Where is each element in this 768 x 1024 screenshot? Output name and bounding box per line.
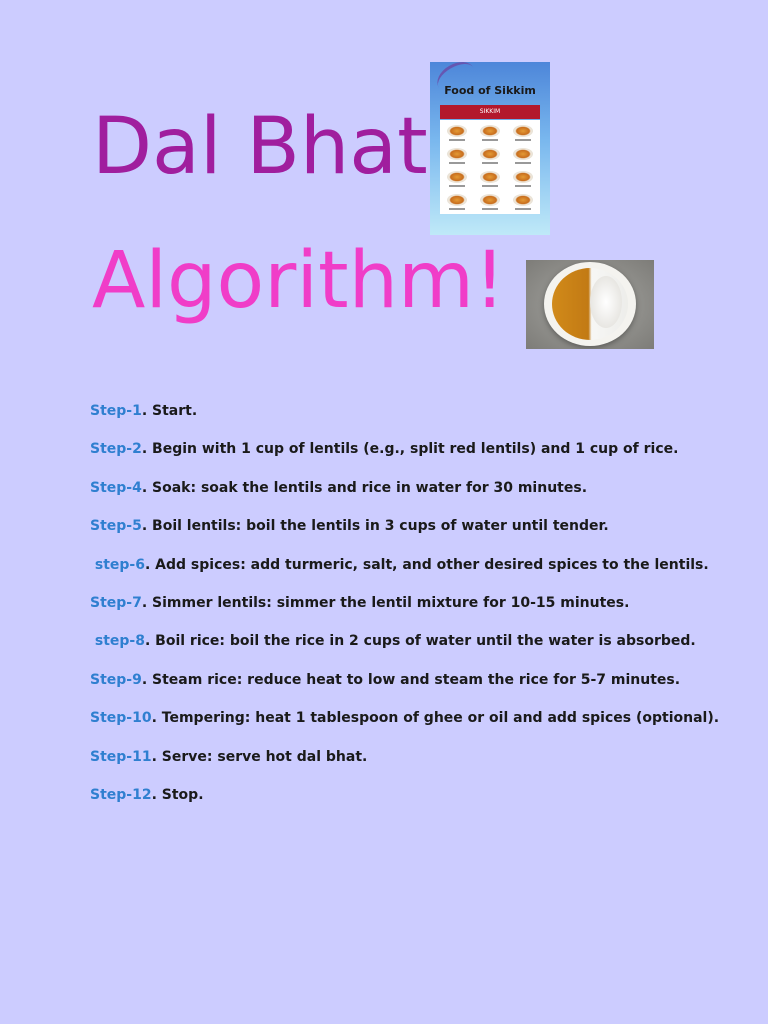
step-text: . Simmer lentils: simmer the lentil mixture for 10-15 minutes.	[141, 594, 630, 611]
step-item	[90, 632, 730, 670]
dish-icon	[475, 191, 506, 212]
dish-icon	[442, 191, 473, 212]
dish-icon	[475, 168, 506, 189]
step-item	[90, 402, 730, 440]
step-text: . Stop.	[151, 786, 204, 803]
step-label: Step-2	[90, 441, 142, 458]
dish-icon	[507, 122, 538, 143]
step-item	[90, 556, 730, 594]
title-line-2: Algorithm!	[92, 236, 506, 326]
step-text: . Boil lentils: boil the lentils in 3 cups of water until tender.	[141, 518, 609, 535]
step-item	[90, 748, 730, 786]
dal-bhat-bowl-image	[526, 260, 654, 349]
dish-icon	[475, 145, 506, 166]
rice-icon	[590, 276, 622, 328]
step-text: . Boil rice: boil the rice in 2 cups of water until the water is absorbed.	[144, 633, 696, 650]
steps-list	[90, 402, 730, 824]
step-label: Step-5	[90, 518, 142, 535]
step-item	[90, 517, 730, 555]
step-label: Step-9	[90, 671, 142, 688]
step-item	[90, 594, 730, 632]
step-label: Step-11	[90, 748, 152, 765]
step-item	[90, 709, 730, 747]
step-text: . Soak: soak the lentils and rice in water for 30 minutes.	[141, 479, 588, 496]
step-text: . Add spices: add turmeric, salt, and other desired spices to the lentils.	[144, 556, 709, 573]
poster-title: Food of Sikkim	[444, 84, 536, 97]
poster-band: SIKKIM	[440, 105, 540, 119]
dish-icon	[442, 122, 473, 143]
step-item	[90, 479, 730, 517]
step-label: Step-7	[90, 594, 142, 611]
dish-grid	[440, 120, 540, 214]
step-label: Step-1	[90, 403, 142, 419]
step-text: . Serve: serve hot dal bhat.	[151, 748, 368, 765]
step-label: step-6	[94, 556, 145, 573]
step-item	[90, 671, 730, 709]
step-label: Step-12	[90, 786, 152, 803]
title-line-1: Dal Bhat	[92, 102, 428, 192]
step-item	[90, 786, 730, 824]
step-text: . Start.	[141, 403, 198, 419]
dish-icon	[442, 168, 473, 189]
dish-icon	[507, 191, 538, 212]
step-label: step-8	[94, 633, 145, 650]
step-label: Step-4	[90, 479, 142, 496]
food-of-sikkim-poster	[430, 62, 550, 235]
dish-icon	[507, 145, 538, 166]
step-text: . Tempering: heat 1 tablespoon of ghee or oil and add spices (optional).	[151, 710, 720, 727]
step-label: Step-10	[90, 710, 152, 727]
dish-icon	[442, 145, 473, 166]
step-item	[90, 440, 730, 478]
step-text: . Steam rice: reduce heat to low and steam the rice for 5-7 minutes.	[141, 671, 681, 688]
dish-icon	[507, 168, 538, 189]
step-text: . Begin with 1 cup of lentils (e.g., split red lentils) and 1 cup of rice.	[141, 441, 679, 458]
dish-icon	[475, 122, 506, 143]
